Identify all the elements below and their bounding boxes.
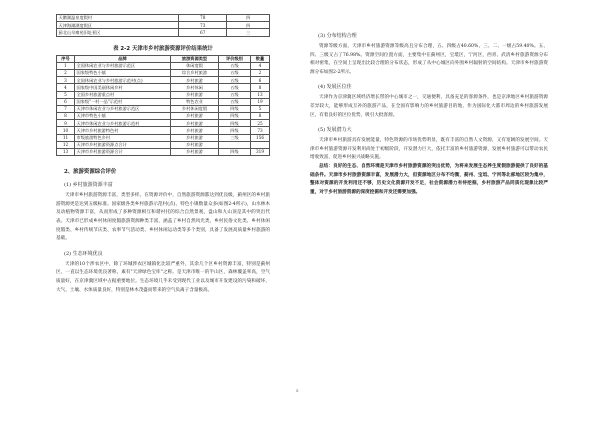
cell-level: 五级 <box>219 84 251 91</box>
table-row <box>57 141 270 148</box>
cell-level: 三级 <box>219 134 251 141</box>
cell-type: 乡村旅游 <box>171 149 219 156</box>
left-column <box>56 14 270 295</box>
table-row <box>57 62 270 69</box>
cell-level: 四级 <box>219 105 251 112</box>
table-row <box>57 105 270 112</box>
right-column <box>310 14 548 197</box>
cell-level: 五级 <box>219 98 251 105</box>
cell-level: 四级 <box>219 149 251 156</box>
cell-level: 五级 <box>219 77 251 84</box>
page-number: 5 <box>296 388 299 393</box>
cell-no: 5 <box>57 91 75 98</box>
cell-count: 4 <box>251 62 270 69</box>
cell-brand: 国家级特色小镇 <box>75 69 171 76</box>
cell-brand: 天津市休闲农业与乡村旅游示范区 <box>75 105 171 112</box>
summary-paragraph: 总结：良好的生态、自然环境是天津市乡村旅游资源的突出优势，为将来发展生态养生度假旅游提供了良好的基础条件。天津市乡村旅游资源丰富，发展潜力大，但资源地区分布不均衡，蓟州、宝坻、宁河等北部地区较为集中，整体对资源的开发利用还不够，历史文化资源开发不足，社会资源潜力有待挖掘，乡村旅游产品同质化现象比较严重，对于乡村旅游资源的深度挖掘和开发还需要加强。 <box>310 163 548 195</box>
cell-count: 8 <box>251 113 270 120</box>
table-row <box>57 149 270 156</box>
top-table-row <box>57 29 270 36</box>
top-cell-name: 天鹅湖温泉度假村 <box>57 15 179 22</box>
cell-no: 2 <box>57 69 75 76</box>
cell-type: 乡村旅游 <box>171 120 219 127</box>
subsection-title: (3) 分布结构合理 <box>318 33 357 39</box>
cell-no: 6 <box>57 98 75 105</box>
table-row <box>57 113 270 120</box>
cell-type: 乡村旅游 <box>171 91 219 98</box>
cell-level: 四级 <box>219 120 251 127</box>
cell-no: 7 <box>57 105 75 112</box>
top-table-row <box>57 22 270 29</box>
top-cell-grade: 四 <box>227 15 270 22</box>
table-header-row <box>57 55 270 62</box>
top-cell-grade: 三 <box>227 29 270 36</box>
cell-brand: 天津市休闲农业与乡村旅游示范村 <box>75 120 171 127</box>
paragraph: 天津市乡村旅游资源丰富，类型多样。在资源评价中，自然旅游资源都达到优良级，蓟州区的乡村旅游资源更是达到五级标准。国家级各类乡村旅游示范村(点)、特色小镇数量众多(如图2-4所示)，山水林木及动植物资源丰富，从而形成了多种资源相互和谐衬托的综合自然景观，盘山和九山顶是其中的突出代表。天津市已形成乡村休闲度假旅游资源种类丰富，涵盖了乡村自然风光类、乡村民俗文化类、乡村休闲度假类、乡村传统节庆类、农事节气活动类、乡村休闲运动类等多个类别，具备了发展高质量乡村旅游的基础。 <box>56 193 270 242</box>
paragraph: 天津作为京津冀区域经济增长带的中心城市之一，交通便利，具备充足的客源条件，也是京津地区乡村旅游资源差异较大，能够形成互补的旅游产品，在全国有影响力的乡村旅游目的地，作为国际化大都市周边的乡村旅游发展区，有着良好的区位优势，吸引大批客源。 <box>310 95 548 118</box>
header-count: 数量 <box>251 55 270 62</box>
cell-count <box>251 141 270 148</box>
top-table-row <box>57 15 270 22</box>
subsection-title: (1) 乡村旅游资源丰富 <box>64 182 113 189</box>
table-row <box>57 84 270 91</box>
cell-count: 13 <box>251 91 270 98</box>
cell-level: 五级 <box>219 69 251 76</box>
cell-brand: 国家级"一村一品"示范村 <box>75 98 171 105</box>
cell-type: 乡村休闲 <box>171 84 219 91</box>
cell-type: 乡村旅游 <box>171 134 219 141</box>
paragraph: 天津市乡村旅游具有发展能量，特色资源的市场优势明显，既有丰富的自然人文资源，又有宽阔的发展空间。天津市乡村旅游资源开发利用尚处于初级阶段，开发潜力巨大，依托丰富的乡村旅游资源，发展乡村旅游可以带动农民增收致富，促进乡村振兴战略实施。 <box>310 138 548 161</box>
top-cell-score: 73 <box>179 22 227 29</box>
header-type: 旅游资源类型 <box>171 55 219 62</box>
cell-brand: 全国乡村旅游重点村 <box>75 91 171 98</box>
cell-brand: 天津市乡村旅游资源点合计 <box>75 141 171 148</box>
section-title: 2、旅游资源综合评价 <box>64 169 117 176</box>
cell-brand: 天津市特色小镇 <box>75 113 171 120</box>
table-row <box>57 77 270 84</box>
cell-type: 乡村休闲度假 <box>171 105 219 112</box>
cell-level: 四级 <box>219 127 251 134</box>
cell-no: 11 <box>57 134 75 141</box>
cell-count: 25 <box>251 120 270 127</box>
header-no: 序号 <box>57 55 75 62</box>
table-row <box>57 134 270 141</box>
cell-type: 乡村旅游 <box>171 141 219 148</box>
table-caption: 表 2-2 天津市乡村旅游资源评价结果统计 <box>113 45 213 52</box>
table-row <box>57 120 270 127</box>
resource-table <box>56 55 270 157</box>
table-row <box>57 69 270 76</box>
table-row <box>57 91 270 98</box>
top-table <box>56 14 270 37</box>
cell-no: 8 <box>57 113 75 120</box>
top-cell-score: 78 <box>179 15 227 22</box>
cell-type: 乡村旅游 <box>171 77 219 84</box>
cell-no: 12 <box>57 141 75 148</box>
cell-level: 四级 <box>219 113 251 120</box>
cell-count: 5 <box>251 105 270 112</box>
cell-level: 五级 <box>219 91 251 98</box>
cell-brand: 国家级中国美丽休闲乡村 <box>75 84 171 91</box>
cell-brand: 市级旅游特色乡村 <box>75 134 171 141</box>
cell-count: 6 <box>251 77 270 84</box>
cell-no: 1 <box>57 62 75 69</box>
cell-type: 特色农业 <box>171 98 219 105</box>
cell-type: 乡村旅游 <box>171 127 219 134</box>
cell-type: 乡村旅游 <box>171 113 219 120</box>
top-cell-score: 67 <box>179 29 227 36</box>
table-row <box>57 127 270 134</box>
cell-brand: 天津市乡村旅游资源合计 <box>75 149 171 156</box>
cell-no: 10 <box>57 127 75 134</box>
cell-type: 综合乡村旅游 <box>171 69 219 76</box>
subsection-title: (4) 发展区位佳 <box>318 84 352 91</box>
paragraph: 资源等级方面，天津市乡村旅游资源等级高且分布合理，五、四级占40.60%，三、二、一级占59.40%。五、四、三级又占了76.98%。资源空间位置方面，主要集中在蓟州区，宝坻区，宁河区，西青、武清乡村旅游资源分布相对密集，在空间上呈现出比较合理的分布状态，形成了从中心城区向外围乡村辐射的空间结构。天津市乡村旅游资源分布如图2-2所示。 <box>310 44 548 75</box>
cell-level: 五级 <box>219 62 251 69</box>
top-cell-name: 天津海湖湖度假区 <box>57 22 179 29</box>
table-row <box>57 98 270 105</box>
cell-brand: 全国休闲农业与乡村旅游示范村(点) <box>75 77 171 84</box>
top-cell-grade: 四 <box>227 22 270 29</box>
cell-no: 3 <box>57 77 75 84</box>
cell-brand: 全国休闲农业与乡村旅游示范区 <box>75 62 171 69</box>
cell-count: 156 <box>251 134 270 141</box>
cell-count: 319 <box>251 149 270 156</box>
cell-count: 2 <box>251 69 270 76</box>
header-level: 评价级别 <box>219 55 251 62</box>
subsection-title: (5) 发展潜力大 <box>318 127 352 134</box>
top-cell-name: 蓟北山早雍苑旧址景区 <box>57 29 179 36</box>
cell-level <box>219 141 251 148</box>
cell-no: 13 <box>57 149 75 156</box>
cell-no: 9 <box>57 120 75 127</box>
cell-brand: 天津市乡村旅游特色村 <box>75 127 171 134</box>
cell-count: 19 <box>251 98 270 105</box>
paragraph: 天津的10个涉农区中，除了环城涉农区城镇化比较严重外，其余几个区乡村资源丰富，特别是蓟州区，一直以生态环境优良著称，素有"天津绿色宝库"之称。是天津市唯一的半山区，森林覆盖率高，空气质量好，在京津冀区域中占据重要地位。生态环境几乎未受到现代工业以及城市开发建设的污染和破坏，大气、土壤、水体质量良好，特别是林木茂盛而带来的空气负离子含量极高。 <box>56 261 270 293</box>
cell-no: 4 <box>57 84 75 91</box>
cell-count: 8 <box>251 84 270 91</box>
cell-count: 73 <box>251 127 270 134</box>
subsection-title: (2) 生态环境优良 <box>64 250 103 257</box>
cell-type: 休闲度假 <box>171 62 219 69</box>
header-brand: 品牌 <box>75 55 171 62</box>
